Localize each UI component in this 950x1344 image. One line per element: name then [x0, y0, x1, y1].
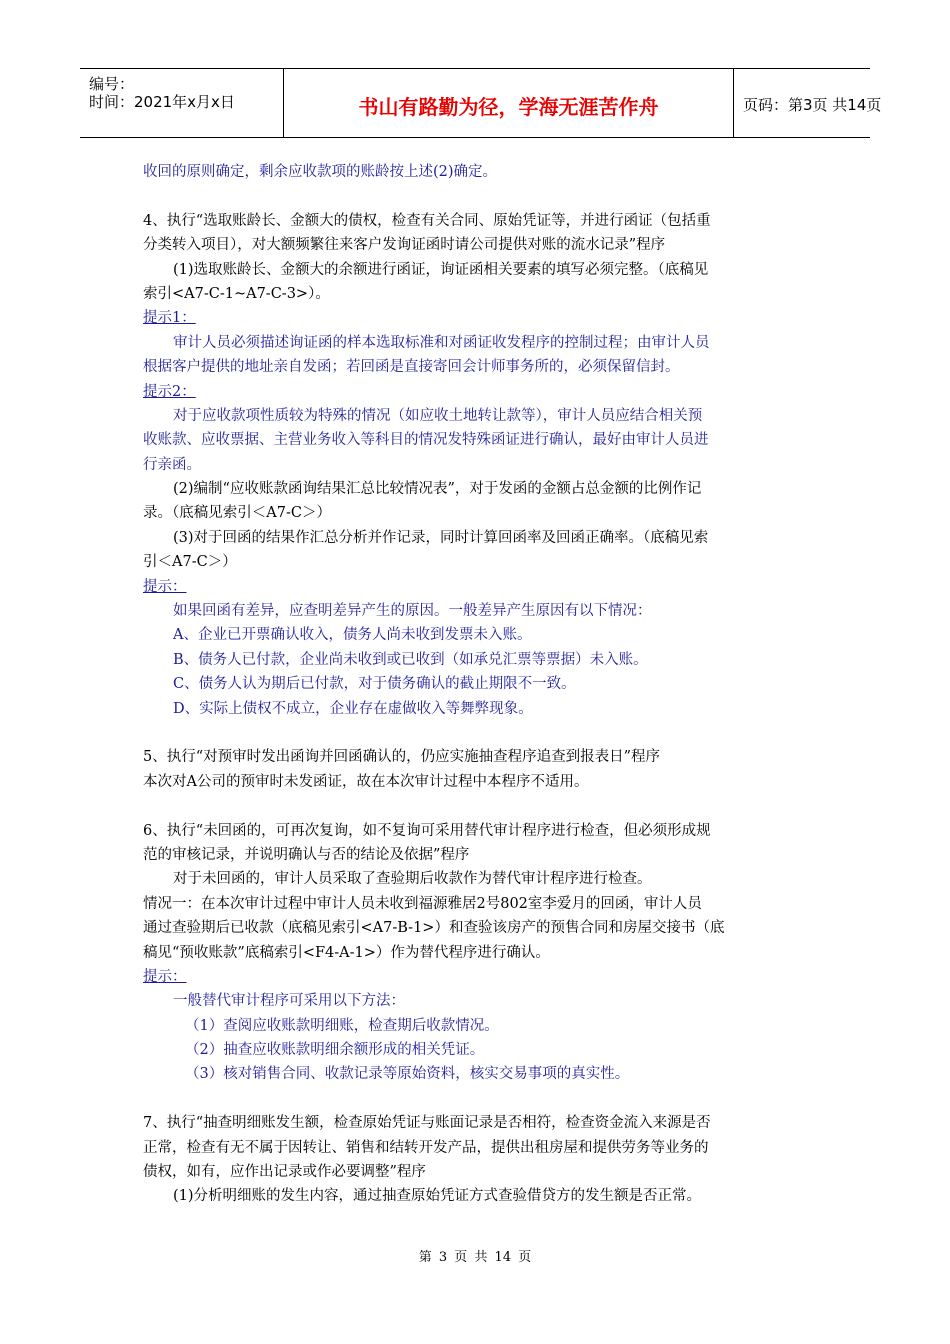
text-line: 4、执行“选取账龄长、金额大的债权，检查有关合同、原始凭证等，并进行函证（包括重: [143, 212, 711, 229]
text-line: 5、执行“对预审时发出函询并回函确认的，仍应实施抽查程序追查到报表日”程序: [143, 749, 661, 766]
blank-line: [143, 794, 810, 818]
text-line: 索引<A7-C-1~A7-C-3>）。: [143, 285, 330, 302]
text-line: 引＜A7-C＞）: [143, 554, 237, 571]
text-line: 根据客户提供的地址亲自发函；若回函是直接寄回会计师事务所的，必须保留信封。: [143, 359, 680, 376]
text-line: 情况一：在本次审计过程中审计人员未收到福源雅居2号802室李爱月的回函，审计人员: [143, 895, 702, 912]
text-line: 一般替代审计程序可采用以下方法：: [173, 993, 405, 1010]
blank-line: [143, 721, 810, 745]
text-line: D、实际上债权不成立，企业存在虚做收入等舞弊现象。: [173, 700, 533, 717]
tip-heading: 提示：: [143, 968, 187, 985]
text-line: 正常，检查有无不属于因转让、销售和结转开发产品，提供出租房屋和提供劳务等业务的: [143, 1139, 709, 1156]
text-line: (1)选取账龄长、金额大的余额进行函证，询证函相关要素的填写必须完整。（底稿见: [173, 261, 709, 278]
tip-heading: 提示1：: [143, 310, 196, 327]
text-line: 对于应收款项性质较为特殊的情况（如应收土地转让款等），审计人员应结合相关预: [173, 407, 703, 424]
text-line: 收账款、应收票据、主营业务收入等科目的情况发特殊函证进行确认，最好由审计人员进: [143, 432, 709, 449]
blank-line: [143, 184, 810, 208]
document-date-label: 时间：2021年x月x日: [89, 93, 235, 111]
header-page-cell: [734, 69, 882, 137]
text-line: A、企业已开票确认收入，债务人尚未收到发票未入账。: [173, 627, 532, 644]
text-line: (3)对于回函的结果作汇总分析并作记录，同时计算回函率及回函正确率。（底稿见索: [173, 529, 709, 546]
text-line: 7、执行“抽查明细账发生额，检查原始凭证与账面记录是否相符，检查资金流入来源是否: [143, 1115, 711, 1132]
text-line: 6、执行“未回函的，可再次复询，如不复询可采用替代审计程序进行检查，但必须形成规: [143, 822, 711, 839]
tip-heading: 提示：: [143, 578, 187, 595]
header-page-info: 页码：第3页 共14页: [743, 96, 882, 114]
text-line: 对于未回函的，审计人员采取了查验期后收款作为替代审计程序进行检查。: [173, 871, 652, 888]
blank-line: [143, 1087, 810, 1111]
text-line: 审计人员必须描述询证函的样本选取标准和对函证收发程序的控制过程；由审计人员: [173, 334, 710, 351]
document-body: [143, 160, 810, 1209]
text-line: 行亲函。: [143, 456, 201, 473]
document-number-label: 编号：: [89, 75, 135, 93]
text-line: 范的审核记录，并说明确认与否的结论及依据”程序: [143, 846, 470, 863]
text-line: （1）查阅应收账款明细账，检查期后收款情况。: [185, 1017, 499, 1034]
header-info-cell: [80, 69, 284, 137]
tip-heading: 提示2：: [143, 383, 196, 400]
text-line: B、债务人已付款，企业尚未收到或已收到（如承兑汇票等票据）未入账。: [173, 651, 648, 668]
page-header: [80, 68, 882, 138]
text-line: 如果回函有差异，应查明差异产生的原因。一般差异产生原因有以下情况：: [173, 603, 652, 620]
text-line: 债权，如有，应作出记录或作必要调整”程序: [143, 1164, 426, 1181]
text-line: (2)编制“应收账款函询结果汇总比较情况表”，对于发函的金额占总金额的比例作记: [173, 481, 702, 498]
text-line: C、债务人认为期后已付款，对于债务确认的截止期限不一致。: [173, 676, 576, 693]
text-line: （2）抽查应收账款明细余额形成的相关凭证。: [185, 1042, 485, 1059]
text-line: 录。（底稿见索引＜A7-C＞）: [143, 505, 331, 522]
text-line: (1)分析明细账的发生内容，通过抽查原始凭证方式查验借贷方的发生额是否正常。: [173, 1188, 702, 1205]
text-line: 本次对A公司的预审时未发函证，故在本次审计过程中本程序不适用。: [143, 773, 589, 790]
page-footer: 第 3 页 共 14 页: [418, 1250, 532, 1265]
text-line: 收回的原则确定，剩余应收款项的账龄按上述(2)确定。: [143, 164, 498, 180]
text-line: （3）核对销售合同、收款记录等原始资料，核实交易事项的真实性。: [185, 1066, 630, 1083]
text-line: 通过查验期后已收款（底稿见索引<A7-B-1>）和查验该房产的预售合同和房屋交接书（底: [143, 920, 725, 937]
text-line: 分类转入项目），对大额频繁往来客户发询证函时请公司提供对账的流水记录”程序: [143, 237, 666, 254]
header-motto-cell: [284, 69, 734, 137]
header-motto: 书山有路勤为径，学海无涯苦作舟: [358, 95, 659, 119]
text-line: 稿见“预收账款”底稿索引<F4-A-1>）作为替代程序进行确认。: [143, 944, 550, 961]
